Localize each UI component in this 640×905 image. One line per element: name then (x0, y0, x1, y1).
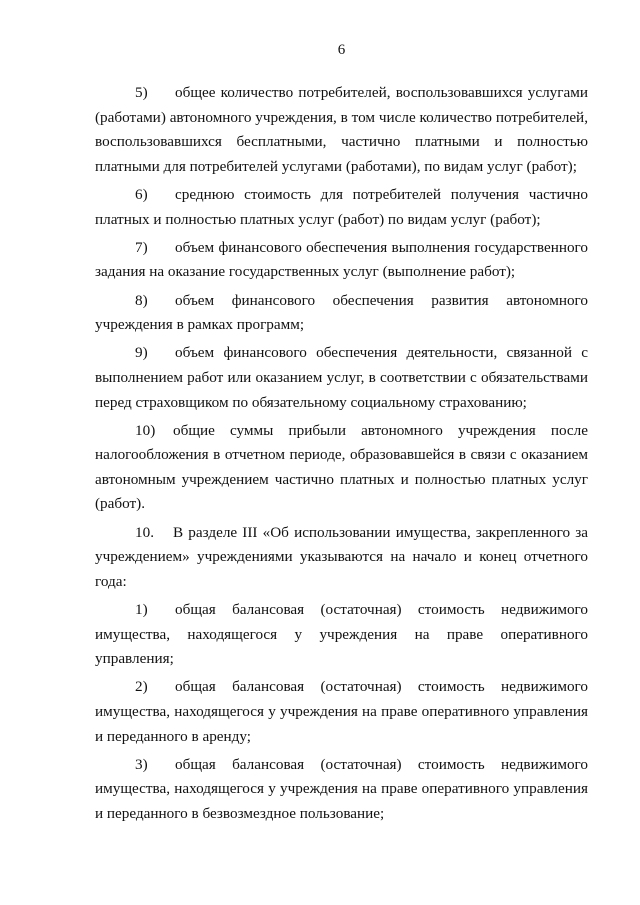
item-number: 10) (135, 421, 156, 439)
item-text: общее количество потребителей, воспользовавшихся услугами (работами) автономного учреждения, в том числе количество потребителей, воспользовавшихся бесплатными, частично платными и полностью платными для потребителей услугами (работами), по видам услуг (работ); (95, 84, 588, 175)
item-text: объем финансового обеспечения развития автономного учреждения в рамках программ; (95, 291, 588, 334)
list-item-9 (95, 341, 588, 415)
page-number: 6 (337, 42, 346, 58)
item-number: 5) (135, 84, 148, 101)
item-number: 7) (135, 238, 148, 256)
item-number: 8) (135, 291, 148, 309)
item-text: общая балансовая (остаточная) стоимость недвижимого имущества, находящегося у учреждения на праве оперативного управления; (95, 601, 588, 668)
item-text: общие суммы прибыли автономного учреждения после налогообложения в отчетном периоде, образовавшейся в связи с оказанием автономным учреждением частично платных и полностью платных услуг (работ). (95, 421, 588, 513)
item-number: 1) (135, 601, 148, 619)
item-text: среднюю стоимость для потребителей получения частично платных и полностью платных услуг (работ) по видам услуг (работ); (95, 185, 588, 228)
list-item-6 (95, 183, 588, 232)
list-item-7 (95, 236, 588, 285)
item-number: 6) (135, 185, 148, 203)
list-item-8 (95, 289, 588, 338)
list-item-5 (95, 81, 588, 179)
item-text: объем финансового обеспечения выполнения государственного задания на оказание государственных услуг (выполнение работ); (95, 238, 588, 281)
item-number: 3) (135, 755, 148, 773)
item-number: 9) (135, 344, 148, 362)
item-number: 10. (135, 523, 154, 541)
item-text: общая балансовая (остаточная) стоимость недвижимого имущества, находящегося у учреждения на праве оперативного управления и переданного в аренду; (95, 678, 588, 745)
item-text: общая балансовая (остаточная) стоимость недвижимого имущества, находящегося у учреждения на праве оперативного управления и переданного в безвозмездное пользование; (95, 755, 588, 822)
list-item-3 (95, 753, 588, 827)
item-number: 2) (135, 678, 148, 696)
section-paragraph-10 (95, 521, 588, 595)
list-item-1 (95, 598, 588, 672)
list-item-2 (95, 675, 588, 749)
item-text: объем финансового обеспечения деятельности, связанной с выполнением работ или оказанием услуг, в соответствии с обязательствами перед страховщиком по обязательному социальному страхованию; (95, 344, 588, 411)
item-text: В разделе III «Об использовании имущества, закрепленного за учреждением» учреждениями указываются на начало и конец отчетного года: (95, 523, 588, 590)
list-item-10 (95, 419, 588, 517)
